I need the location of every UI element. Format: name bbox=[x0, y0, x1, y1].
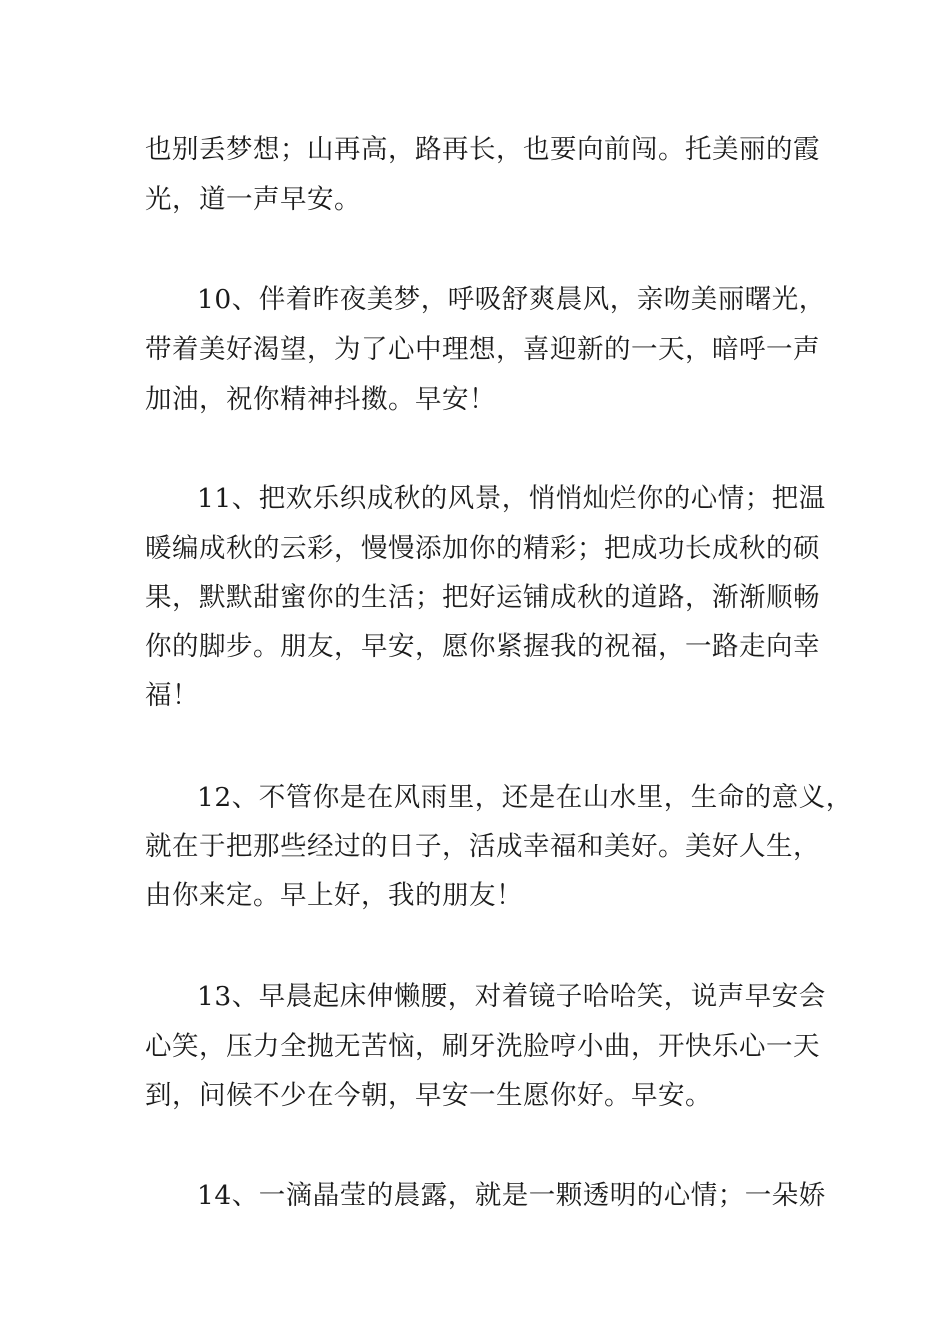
paragraph-13-line-3: 到，问候不少在今朝，早安一生愿你好。早安。 bbox=[145, 1080, 712, 1111]
paragraph-13-line-1: 13、早晨起床伸懒腰，对着镜子哈哈笑，说声早安会 bbox=[197, 981, 826, 1012]
paragraph-11-line-1: 11、把欢乐织成秋的风景，悄悄灿烂你的心情；把温 bbox=[197, 483, 826, 514]
paragraph-11-line-2: 暖编成秋的云彩，慢慢添加你的精彩；把成功长成秋的硕 bbox=[145, 533, 820, 564]
paragraph-10-line-1: 10、伴着昨夜美梦，呼吸舒爽晨风，亲吻美丽曙光， bbox=[197, 284, 826, 315]
paragraph-12-line-1: 12、不管你是在风雨里，还是在山水里，生命的意义， bbox=[197, 782, 853, 813]
paragraph-10-line-3: 加油，祝你精神抖擞。早安！ bbox=[145, 384, 496, 415]
paragraph-11-line-5: 福！ bbox=[145, 680, 199, 711]
paragraph-14-line-1: 14、一滴晶莹的晨露，就是一颗透明的心情；一朵娇 bbox=[197, 1180, 826, 1211]
paragraph-12-line-2: 就在于把那些经过的日子，活成幸福和美好。美好人生， bbox=[145, 831, 820, 862]
paragraph-11-line-4: 你的脚步。朋友，早安，愿你紧握我的祝福，一路走向幸 bbox=[145, 631, 820, 662]
paragraph-11-line-3: 果，默默甜蜜你的生活；把好运铺成秋的道路，渐渐顺畅 bbox=[145, 582, 820, 613]
paragraph-continuation-line-2: 光，道一声早安。 bbox=[145, 184, 361, 215]
paragraph-12-line-3: 由你来定。早上好，我的朋友！ bbox=[145, 880, 523, 911]
paragraph-13-line-2: 心笑，压力全抛无苦恼，刷牙洗脸哼小曲，开快乐心一天 bbox=[145, 1031, 820, 1062]
paragraph-10-line-2: 带着美好渴望，为了心中理想，喜迎新的一天，暗呼一声 bbox=[145, 334, 820, 365]
paragraph-continuation-line-1: 也别丢梦想；山再高，路再长，也要向前闯。托美丽的霞 bbox=[145, 134, 820, 165]
